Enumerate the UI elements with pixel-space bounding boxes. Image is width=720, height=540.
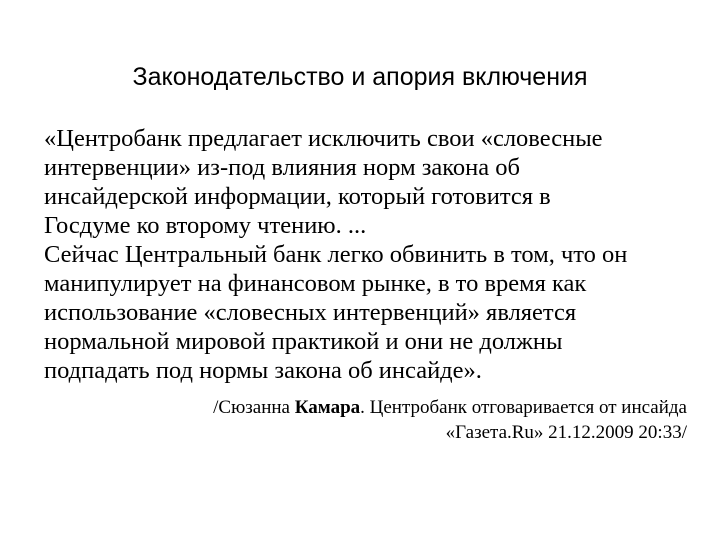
quote-line: интервенции» из-под влияния норм закона об: [44, 154, 520, 181]
citation-author-line: [87, 395, 687, 420]
quote-text: [44, 124, 704, 385]
quote-line: Сейчас Центральный банк легко обвинить в том, что он: [44, 241, 628, 268]
slide-title: Законодательство и апория включения: [132, 63, 588, 91]
quote-line: манипулирует на финансовом рынке, в то время как: [44, 270, 587, 297]
quote-line: Госдуме ко второму чтению. ...: [44, 212, 367, 239]
citation-source-line: «Газета.Ru» 21.12.2009 20:33/: [445, 422, 687, 443]
quote-line: инсайдерской информации, который готовится в: [44, 183, 551, 210]
citation-article-title: . Центробанк отговаривается от инсайда: [360, 397, 687, 418]
author-surname: Камара: [294, 397, 361, 418]
citation-prefix: /Сюзанна: [213, 397, 295, 418]
quote-line: подпадать под нормы закона об инсайде».: [44, 357, 482, 384]
citation: [87, 395, 687, 445]
quote-line: «Центробанк предлагает исключить свои «словесные: [44, 125, 603, 152]
quote-line: нормальной мировой практикой и они не должны: [44, 328, 563, 355]
quote-line: использование «словесных интервенций» является: [44, 299, 577, 326]
